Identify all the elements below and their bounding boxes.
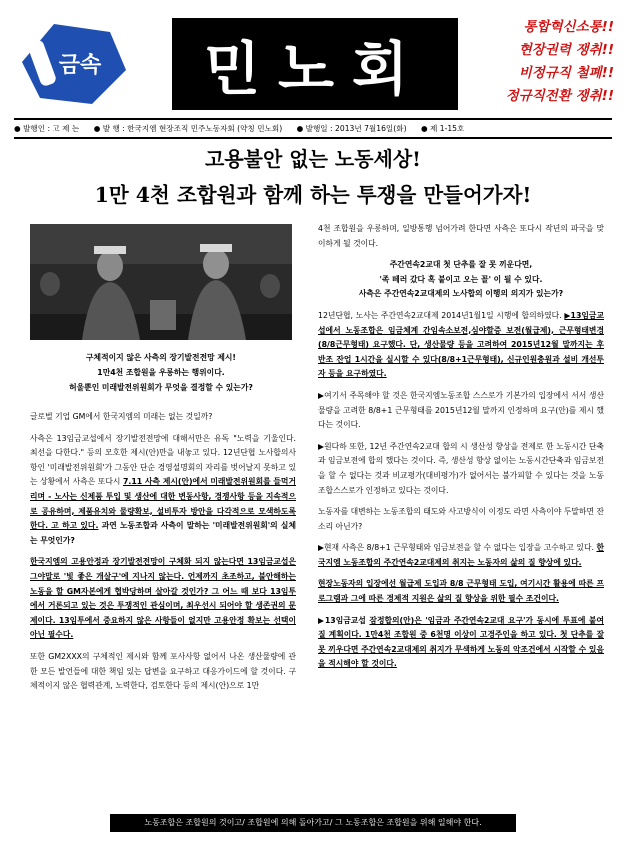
issue-number: ● 제 1-15호 — [420, 124, 465, 133]
paragraph: ▶원다하 또한, 12년 주간연속2교대 합의 시 생산성 향상을 전제로 한 노동시간 단축과 임금보전에 합의 했다는 것이다. 즉, 생산성 향상 없이는 노동시간단축과 임금보전을 할 수 없다는 것과 비교평가(대비평가)가 없어서는 불가피할 수 있다는 것을 노동조합스스로가 인정하고 있다는 것이다. — [318, 441, 604, 495]
paragraph-text: 12년단협, 노사는 주간연속2교대제 2014년1월1일 시행에 합의하였다. — [318, 310, 565, 320]
paragraph-emphasis: 현장노동자의 입장에선 월급제 도입과 8/8 근무형태 도입, 여기시간 활용에 따른 프로그램과 그에 따른 경제적 지원은 삶의 질 향상을 위한 필수 조건이다. — [318, 579, 604, 604]
photo-caption — [30, 350, 292, 395]
paragraph: ▶여기서 주목해야 할 것은 한국지엠노동조합 스스로가 기본가의 입장에서 서서 생산물량을 고려한 8/8+1 근무형태를 2015년12월 말까지 인정하며 요구(안)를 제시 했다는 것이다. — [318, 390, 604, 430]
slogan: 비정규직 철폐!! — [518, 65, 614, 81]
highlight-quote — [318, 258, 604, 302]
paragraph: 또한 GM2XXX의 구체적인 제시와 함께 포사사항 없어서 나온 생산물량에 관한 모든 발언들에 대한 책임 있는 답변을 요구하고 대응가이드에 할 것이다. 구체적이지 않은 협력관계, 노력한다, 검토한다 등의 제시(안)으로 1만 — [30, 651, 296, 691]
issue-date: ● 발행일 : 2013년 7월16일(화) — [296, 124, 407, 133]
quote-line: 사측은 주간연속2교대제의 노사합의 이행의 의지가 있는가? — [358, 289, 564, 299]
emphasis-text: 7.11 사측 제시(안)에서 미래발전위원회를 들먹거리며 - 노사는 신제품 투입 및 생산에 대한 변동사항, 경쟁사항 등을 지속적으로 공유하며, 제품유치와 물량확보, 설비투자 방안을 다각적으로 모색하도록 한다. 고 하고 있다. — [30, 477, 296, 531]
paragraph-text: 사측은 13임금교섭에서 장기발전전망에 대해서만은 유독 "노력을 기울인다. 최선을 다한다." 등의 모호한 제시(안)만을 내놓고 있다. 12년단협 노사합의사항인 '미래발전위원회'가 그동안 단순 경영설명회의 자리를 벗어날지 못하고 있는 상황에서 사측은 또다시 — [30, 433, 296, 487]
masthead — [14, 12, 612, 112]
paragraph-text: ▶현재 사측은 8/8+1 근무형태와 임금보전을 할 수 없다는 입장을 고수하고 있다. — [318, 543, 597, 553]
caption-line: 허울뿐인 미래발전위원회가 무엇을 결정할 수 있는가? — [69, 383, 253, 392]
emphasis-text: ▶13임금교섭에서 노동조합은 임금체계 간임속소보전,심야할증 보전(월급제), 근무형태변경(8/8근무형태) 요구했다. 단, 생산물량 등을 고려하여 2015년12월 말까지는 후 반조 잔업 1시간을 실시할 수 있다(8/8+1근무형태), 신규인원충원과 설비 개선투자 등을 요구하였다. — [318, 310, 604, 379]
union-logo — [14, 12, 134, 112]
slogan-list — [469, 16, 614, 108]
quote-line: '족 떼러 갔다 혹 붙이고 오는 꼴' 이 될 수 있다. — [379, 274, 543, 284]
question-text: 과연 노동조합과 사측이 말하는 '미래발전위원회'의 실체는 무엇인가? — [30, 521, 296, 545]
quote-line: 주간연속2교대 첫 단추를 잘 못 끼운다면, — [389, 260, 533, 270]
emphasis-text: 한국지엠 노동조합의 주간연속2교대제의 취지는 노동자의 삶의 질 향상에 있다. — [318, 543, 604, 567]
logo-text: 금속 — [58, 53, 102, 78]
paragraph — [318, 614, 604, 672]
issuer: ● 발 행 : 한국지엠 현장조직 민주노동자회 (약칭 민노회) — [93, 124, 283, 133]
footer-motto: 노동조합은 조합원의 것이고/ 조합원에 의해 돌아가고/ 그 노동조합은 조합원을 위해 일해야 한다. — [110, 814, 516, 832]
paragraph: 4천 조합원을 우롱하며, 일방통행 넘어가려 한다면 사측은 또다시 작년의 파국을 맞이하게 될 것이다. — [318, 224, 604, 248]
publication-info-bar — [14, 118, 612, 139]
paragraph — [30, 432, 296, 549]
right-column — [318, 222, 604, 679]
caption-line: 1만4천 조합원을 우롱하는 행위이다. — [97, 368, 225, 377]
caption-line: 구체적이지 않은 사측의 장기발전전망 제시! — [86, 353, 236, 362]
paragraph — [318, 309, 604, 382]
paragraph-text: ▶13임금교섭 — [318, 615, 370, 625]
slogan: 통합혁신소통!! — [523, 19, 614, 35]
paragraph: 글로벌 기업 GM에서 한국지엠의 미래는 없는 것일까? — [30, 412, 213, 421]
emphasis-text: 잠정합의(안)은 '임금과 주간연속2교대 요구'가 동시에 투표에 붙여질 계획이다. 1만4천 조합원 중 6천명 이상이 고경주인을 하고 있다. 첫 단추를 잘못 끼우다면 주간연속2교대제의 취지가 무색하게 노동의 악조건에서 시작할 수 있음을 적시해야 할 것이다. — [318, 615, 604, 669]
paragraph: 노동자를 대변하는 노동조합의 태도와 사고방식이 이정도 라면 사측이야 두말하면 잔소리 아닌가? — [318, 507, 604, 531]
headline-line-2: 1만 4천 조합원과 함께 하는 투쟁을 만들어가자! — [94, 183, 532, 207]
headline-line-1: 고용불안 없는 노동세상! — [205, 147, 421, 171]
left-column — [30, 410, 296, 701]
publisher: ● 발행인 : 고 제 는 — [14, 124, 80, 133]
newsletter-title-box — [172, 18, 458, 110]
newsletter-title: 민노회 — [203, 35, 427, 103]
paragraph-emphasis: 한국지엠의 고용안정과 장기발전전망이 구체화 되지 않는다면 13임금교섭은 그야말로 '빛 좋은 개살구'에 지나지 않는다. 언제까지 초조하고, 불안해하는 노동을 할 GM자본에게 협박당하며 살아갈 것인가? 그 어느 때 보다 13임투에서 거론되고 있는 것은 투쟁적인 관심이며, 최우선시 되어야 할 생존권의 문제이다. 13임투에서 중요하지 않은 사항들이 없지만 고용안정 확보는 선택이 아닌 필수다. — [30, 557, 296, 640]
workers-photo — [30, 224, 292, 340]
paragraph — [318, 541, 604, 570]
slogan: 정규직전환 쟁취!! — [505, 88, 614, 104]
slogan: 현장권력 쟁취!! — [518, 42, 614, 58]
